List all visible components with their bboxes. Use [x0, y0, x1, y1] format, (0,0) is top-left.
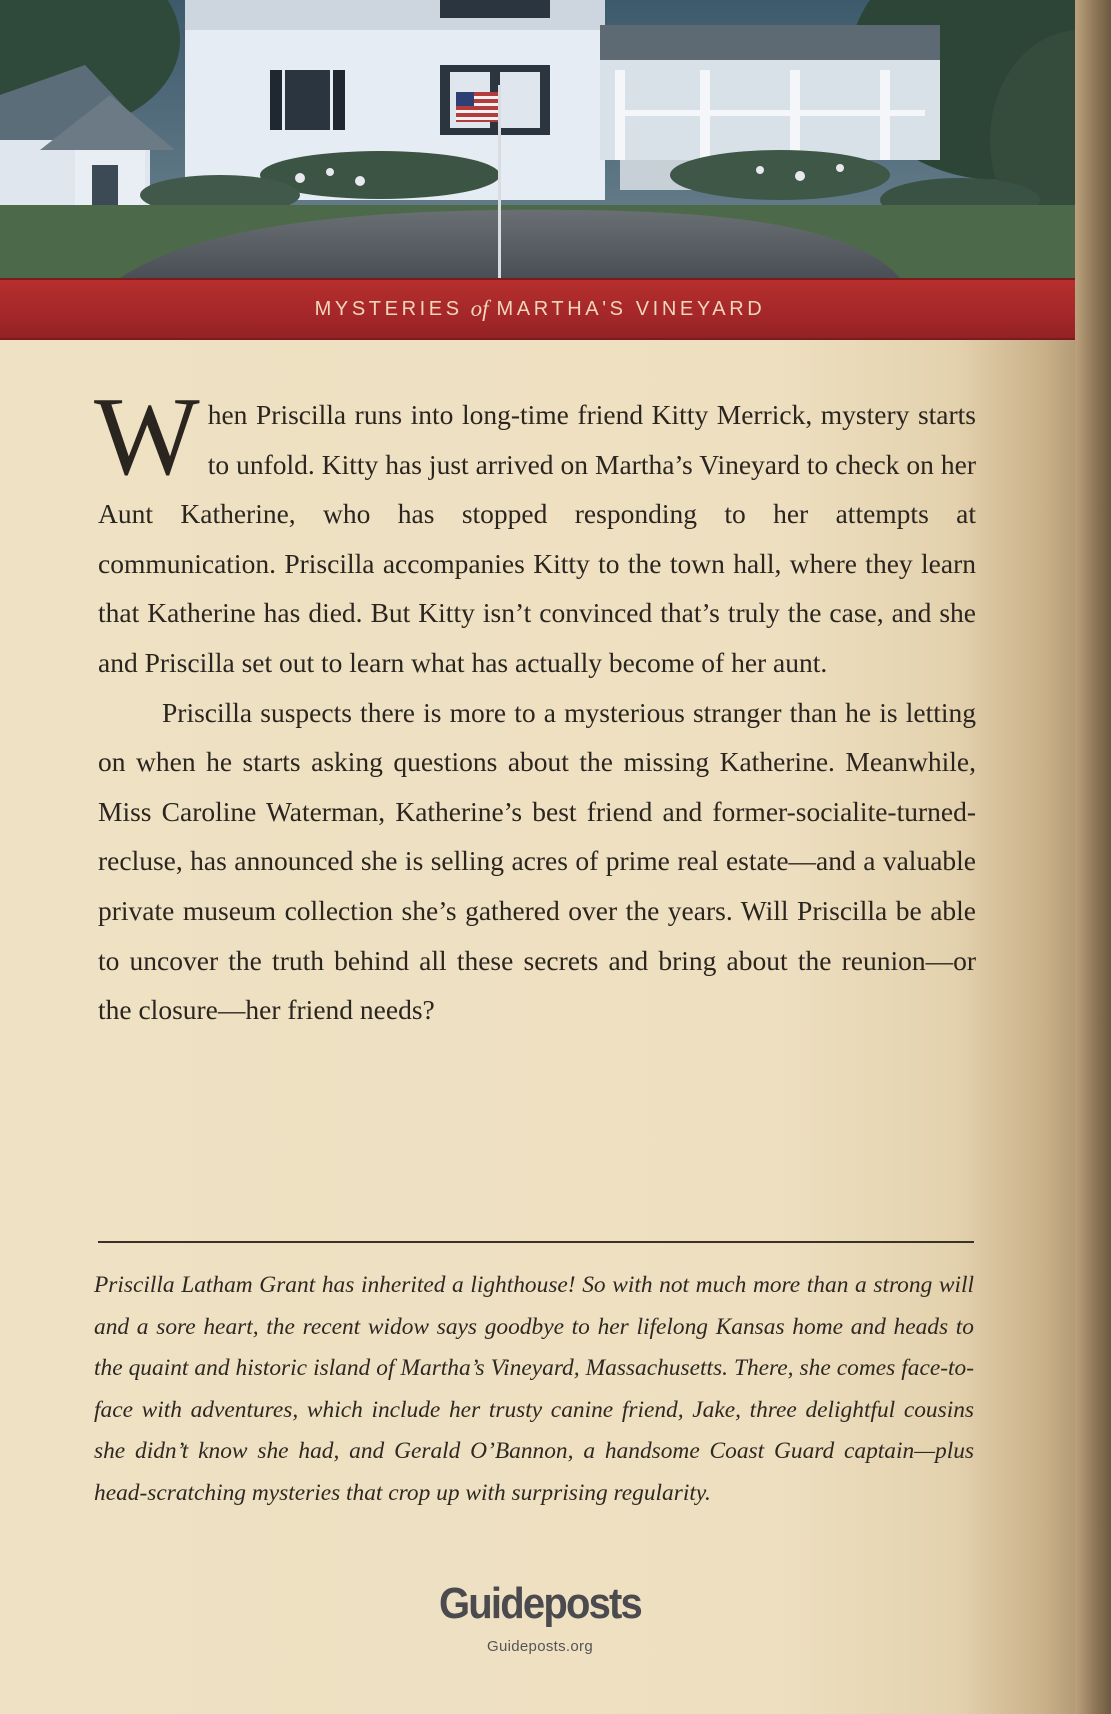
- publisher-logo: Guideposts: [438, 1580, 642, 1628]
- series-banner: [0, 278, 1080, 340]
- house-painting: [0, 0, 1111, 278]
- drop-cap: W: [94, 375, 200, 499]
- divider-rule: [98, 1241, 974, 1243]
- cover-illustration: [0, 0, 1111, 278]
- series-blurb: [94, 1265, 974, 1515]
- description-paragraph-2: Priscilla suspects there is more to a mysterious stranger than he is letting on when he starts asking questions about the missing Katherine. Meanwhile, Miss Caroline Waterman, Katherine’s best friend and former-socialite-turned-recluse, has announced she is selling acres of prime real estate—and a valuable private museum collection she’s gathered over the years. Will Priscilla be able to uncover the truth behind all these secrets and bring about the reunion—or the closure—her friend needs?: [98, 696, 976, 1026]
- description-paragraph-1: [94, 375, 976, 688]
- series-title-after: MARTHA'S VINEYARD: [496, 297, 766, 320]
- series-blurb-text: Priscilla Latham Grant has inherited a lighthouse! So with not much more than a strong will and a sore heart, the recent widow says goodbye to her lifelong Kansas home and heads to the quaint and historic island of Martha’s Vineyard, Massachusetts. There, she comes face-to-face with adventures, which include her trusty canine friend, Jake, three delightful cousins she didn’t know she had, and Gerald O’Bannon, a handsome Coast Guard captain—plus head-scratching mysteries that crop up with surprising regularity.: [94, 1272, 974, 1506]
- series-title: [0, 280, 1080, 338]
- book-spine-edge: [1075, 0, 1111, 1714]
- publisher-url: Guideposts.org: [487, 1638, 593, 1655]
- series-title-before: MYSTERIES: [314, 297, 463, 320]
- description-paragraph-1-text: hen Priscilla runs into long-time friend Kitty Merrick, mystery starts to unfold. Kitty has just arrived on Martha’s Vineyard to check on her Aunt Katherine, who has stopped responding to her attempts at communication. Priscilla accompanies Kitty to the town hall, where they learn that Katherine has died. But Kitty isn’t convinced that’s truly the case, and she and Priscilla set out to learn what has actually become of her aunt.: [98, 399, 976, 678]
- series-title-connector: of: [470, 296, 489, 321]
- book-description: [94, 375, 976, 1035]
